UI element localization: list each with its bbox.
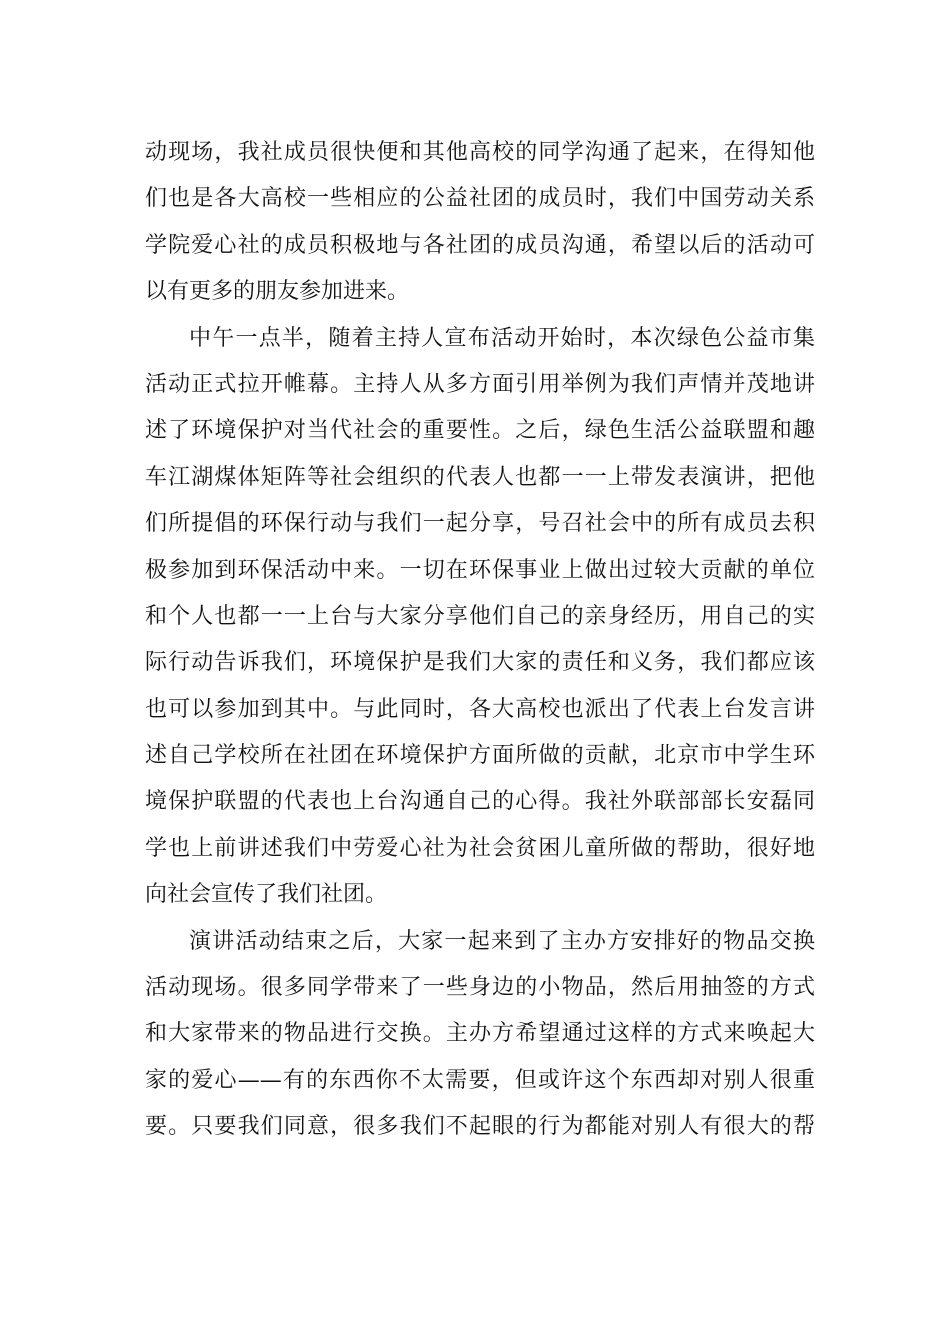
paragraph-start-line: 演讲活动结束之后，大家一起来到了主办方安排好的物品交换 <box>189 928 815 954</box>
text-line: 极参加到环保活动中来。一切在环保事业上做出过较大贡献的单位 <box>145 557 815 583</box>
text-line: 家的爱心——有的东西你不太需要，但或许这个东西却对别人很重 <box>145 1067 815 1093</box>
text-line: 和个人也都一一上台与大家分享他们自己的亲身经历，用自己的实 <box>145 603 815 629</box>
text-line: 也可以参加到其中。与此同时，各大高校也派出了代表上台发言讲 <box>145 696 815 722</box>
paragraph-start-line: 中午一点半，随着主持人宣布活动开始时，本次绿色公益市集 <box>189 325 815 351</box>
text-line: 活动现场。很多同学带来了一些身边的小物品，然后用抽签的方式 <box>145 975 815 1001</box>
body-text <box>145 130 815 1151</box>
text-line: 们也是各大高校一些相应的公益社团的成员时，我们中国劳动关系 <box>145 186 815 212</box>
text-line: 际行动告诉我们，环境保护是我们大家的责任和义务，我们都应该 <box>145 650 815 676</box>
text-line: 车江湖煤体矩阵等社会组织的代表人也都一一上带发表演讲，把他 <box>145 464 815 490</box>
text-line: 和大家带来的物品进行交换。主办方希望通过这样的方式来唤起大 <box>145 1021 815 1047</box>
text-line: 述了环境保护对当代社会的重要性。之后，绿色生活公益联盟和趣 <box>145 418 815 444</box>
paragraph-end-line: 以有更多的朋友参加进来。 <box>145 279 410 305</box>
paragraph-end-line: 向社会宣传了我们社团。 <box>145 882 388 908</box>
text-line: 述自己学校所在社团在环境保护方面所做的贡献，北京市中学生环 <box>145 743 815 769</box>
text-line: 动现场，我社成员很快便和其他高校的同学沟通了起来，在得知他 <box>145 140 815 165</box>
text-line: 境保护联盟的代表也上台沟通自己的心得。我社外联部部长安磊同 <box>145 789 815 815</box>
text-line: 活动正式拉开帷幕。主持人从多方面引用举例为我们声情并茂地讲 <box>145 371 815 397</box>
text-line: 学院爱心社的成员积极地与各社团的成员沟通，希望以后的活动可 <box>145 232 815 258</box>
text-line: 要。只要我们同意，很多我们不起眼的行为都能对别人有很大的帮 <box>145 1114 815 1140</box>
text-line: 们所提倡的环保行动与我们一起分享，号召社会中的所有成员去积 <box>145 511 815 537</box>
text-line: 学也上前讲述我们中劳爱心社为社会贫困儿童所做的帮助，很好地 <box>145 835 815 861</box>
